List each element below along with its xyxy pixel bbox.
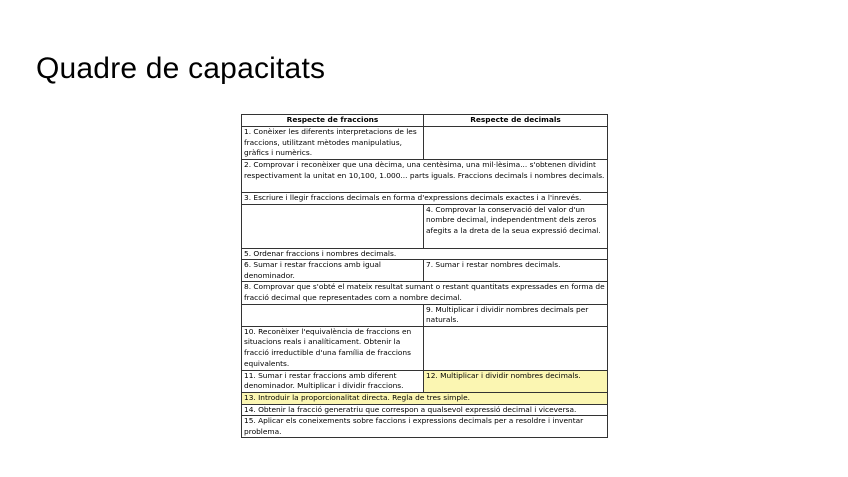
table-row	[242, 304, 608, 326]
table-row	[242, 282, 608, 304]
table-row	[242, 204, 608, 248]
cell-empty	[242, 204, 424, 248]
cell-capacity-13-highlighted: 13. Introduir la proporcionalitat directa. Regla de tres simple.	[242, 392, 608, 404]
cell-capacity-12-highlighted: 12. Multiplicar i dividir nombres decimals.	[424, 370, 608, 392]
table-row	[242, 326, 608, 370]
cell-empty	[424, 326, 608, 370]
slide-title: Quadre de capacitats	[36, 52, 326, 85]
cell-capacity-10: 10. Reconèixer l'equivalència de fraccions en situacions reals i analíticament. Obtenir la fracció irreductible d'una família de fraccions equivalents.	[242, 326, 424, 370]
table-row	[242, 416, 608, 438]
table-row	[242, 260, 608, 282]
table-row	[242, 248, 608, 260]
cell-capacity-2: 2. Comprovar i reconèixer que una dècima, una centèsima, una mil·lèsima... s'obtenen dividint respectivament la unitat en 10,100, 1.000... parts iguals. Fraccions decimals i nombres decimals.	[242, 160, 608, 193]
capacities-table	[241, 114, 608, 438]
cell-capacity-9: 9. Multiplicar i dividir nombres decimals per naturals.	[424, 304, 608, 326]
cell-capacity-1: 1. Conèixer les diferents interpretacions de les fraccions, utilitzant mètodes manipulatius, gràfics i numèrics.	[242, 127, 424, 160]
cell-capacity-8: 8. Comprovar que s'obté el mateix resultat sumant o restant quantitats expressades en forma de fracció decimal que representades com a nombre decimal.	[242, 282, 608, 304]
table-row	[242, 160, 608, 193]
table-row	[242, 404, 608, 416]
cell-capacity-7: 7. Sumar i restar nombres decimals.	[424, 260, 608, 282]
table-row	[242, 193, 608, 205]
table-row	[242, 127, 608, 160]
cell-capacity-11: 11. Sumar i restar fraccions amb diferent denominador. Multiplicar i dividir fraccions.	[242, 370, 424, 392]
table-header-row	[242, 115, 608, 127]
table-row	[242, 370, 608, 392]
cell-capacity-15: 15. Aplicar els coneixements sobre faccions i expressions decimals per a resoldre i inventar problema.	[242, 416, 608, 438]
header-fractions: Respecte de fraccions	[242, 115, 424, 127]
cell-capacity-5: 5. Ordenar fraccions i nombres decimals.	[242, 248, 608, 260]
cell-empty	[242, 304, 424, 326]
header-decimals: Respecte de decimals	[424, 115, 608, 127]
cell-capacity-6: 6. Sumar i restar fraccions amb igual denominador.	[242, 260, 424, 282]
cell-capacity-3: 3. Escriure i llegir fraccions decimals en forma d'expressions decimals exactes i a l'inrevés.	[242, 193, 608, 205]
cell-capacity-14: 14. Obtenir la fracció generatriu que correspon a qualsevol expressió decimal i viceversa.	[242, 404, 608, 416]
cell-empty	[424, 127, 608, 160]
table-row	[242, 392, 608, 404]
cell-capacity-4: 4. Comprovar la conservació del valor d'un nombre decimal, independentment dels zeros afegits a la dreta de la seua expressió decimal.	[424, 204, 608, 248]
